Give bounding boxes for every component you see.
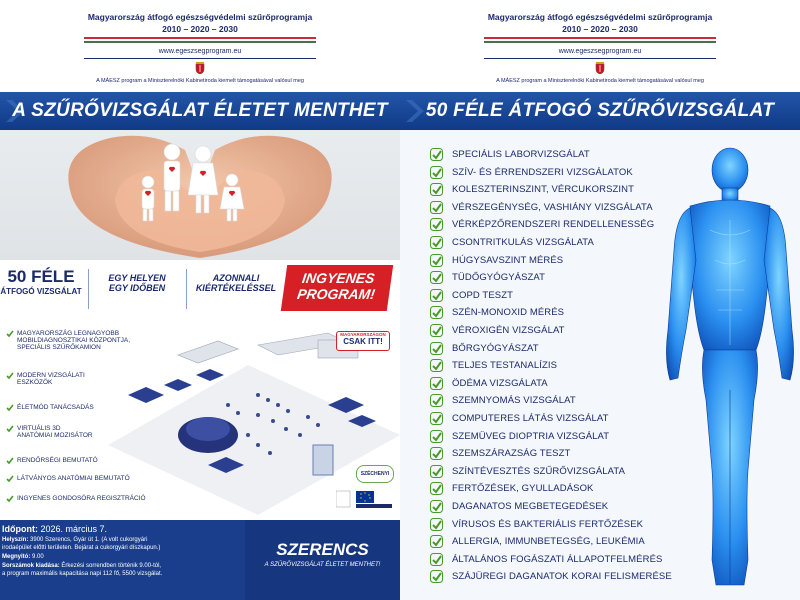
event-place-2: irodaépület előtti területen. Bejárat a cukorgyári díszkapun.) [2, 545, 161, 551]
checkmark-icon [430, 166, 443, 179]
feature-instant-eval-l2: KIÉRTÉKELÉSSEL [195, 283, 277, 293]
city-block [245, 520, 400, 600]
left-header [0, 0, 400, 92]
checkmark-icon [430, 500, 443, 513]
exam-text: SZÍV- ÉS ÉRRENDSZERI VIZSGÁLATOK [452, 166, 633, 178]
feature-item [6, 404, 94, 412]
checkmark-icon [430, 183, 443, 196]
exam-text: SZEMSZÁRAZSÁG TESZT [452, 448, 571, 460]
free-program-l2: PROGRAM! [296, 286, 377, 302]
checkmark-icon [6, 330, 14, 338]
coat-of-arms-icon [593, 61, 607, 75]
event-opening-label: Megnyitó: [2, 554, 31, 560]
feature-item [6, 372, 85, 386]
exam-text: VÍRUSOS ÉS BAKTERIÁLIS FERTŐZÉSEK [452, 518, 644, 530]
event-date-label: Időpont: [2, 524, 38, 534]
checkmark-icon [430, 518, 443, 531]
left-banner-title: A SZŰRŐVIZSGÁLAT ÉLETET MENTHET [12, 100, 388, 121]
free-program-badge [281, 265, 393, 311]
event-map [108, 325, 400, 515]
feature-text: MAGYARORSZÁG LEGNAGYOBB [17, 330, 120, 337]
feature-text: VIRTUÁLIS 3D [17, 425, 61, 432]
right-header [400, 0, 800, 92]
event-tickets-2: a program maximális kapacitása napi 112 fő, 5500 vizsgálat. [2, 571, 163, 577]
exam-text: SZÍNTÉVESZTÉS SZŰRŐVIZSGÁLATA [452, 465, 626, 477]
right-page [400, 0, 800, 600]
program-title: Magyarország átfogó egészségvédelmi szűrőprogramja [87, 12, 313, 22]
program-url: www.egeszsegprogram.eu [558, 48, 642, 55]
event-date-value: 2026. március 7. [40, 524, 108, 534]
left-banner [0, 92, 400, 130]
checkmark-icon [430, 535, 443, 548]
feature-text: ANATÓMIAI MOZISÁTOR [17, 432, 93, 439]
feature-one-place-l2: EGY IDŐBEN [108, 283, 166, 293]
free-program-l1: INGYENES [301, 270, 376, 286]
exam-text: DAGANATOS MEGBETEGEDÉSEK [452, 501, 609, 512]
right-banner [400, 92, 800, 130]
event-tickets [2, 563, 161, 569]
exam-text: ALLERGIA, IMMUNBETEGSÉG, LEUKÉMIA [452, 536, 645, 548]
feature-one-place-l1: EGY HELYEN [108, 273, 166, 283]
checkmark-icon [430, 430, 443, 443]
checkmark-icon [430, 465, 443, 478]
hands-family-illustration [0, 130, 400, 260]
checkmark-icon [430, 553, 443, 566]
eu-logos [336, 489, 396, 509]
checkmark-icon [430, 218, 443, 231]
event-place-label: Helyszín: [2, 537, 29, 543]
feature-text: LÁTVÁNYOS ANATÓMIAI BEMUTATÓ [17, 475, 130, 482]
event-place [2, 537, 147, 543]
szechenyi-logo: SZÉCHENYI [356, 465, 394, 483]
human-body-illustration [660, 140, 800, 595]
exam-text: TÜDŐGYÓGYÁSZAT [452, 272, 546, 284]
exam-text: SZEMÜVEG DIOPTRIA VIZSGÁLAT [452, 430, 610, 442]
checkmark-icon [430, 342, 443, 355]
header-divider [84, 58, 316, 59]
exam-text: HÚGYSAVSZINT MÉRÉS [452, 254, 564, 266]
feature-text: MODERN VIZSGÁLATI [17, 372, 85, 379]
only-here-l2: CSAK ITT! [343, 337, 383, 346]
exam-text: KOLESZTERINSZINT, VÉRCUKORSZINT [452, 184, 635, 196]
strip-divider [186, 269, 187, 309]
checkmark-icon [6, 495, 14, 503]
event-place-value: 3900 Szerencs, Gyár út 1. (A volt cukorgyári [30, 537, 148, 543]
feature-text: RENDŐRSÉGI BEMUTATÓ [17, 457, 98, 464]
feature-text: INGYENES GONDOSÓRA REGISZTRÁCIÓ [17, 495, 146, 502]
event-date [2, 524, 107, 534]
feature-one-place [92, 267, 182, 311]
city-name: SZERENCS [276, 540, 369, 559]
hands-family-image [0, 130, 400, 260]
feature-instant-eval [190, 267, 282, 311]
exam-text: COPD TESZT [452, 289, 513, 301]
exam-text: COMPUTERES LÁTÁS VIZSGÁLAT [452, 413, 609, 424]
exam-text: BŐRGYÓGYÁSZAT [452, 342, 539, 354]
event-tickets-label: Sorszámok kiadása: [2, 563, 60, 569]
feature-50-types [0, 267, 82, 311]
feature-instant-eval-l1: AZONNALI [212, 273, 260, 283]
checkmark-icon [430, 377, 443, 390]
exam-text: VÉRKÉPZŐRENDSZERI RENDELLENESSÉG [452, 219, 655, 231]
flag-stripe [84, 37, 316, 43]
exam-text: ÁLTALÁNOS FOGÁSZATI ÁLLAPOTFELMÉRÉS [452, 553, 663, 565]
feature-50-small: ÁTFOGÓ VIZSGÁLAT [0, 287, 82, 296]
exam-text: SZEMNYOMÁS VIZSGÁLAT [452, 395, 576, 407]
checkmark-icon [430, 271, 443, 284]
feature-text: ESZKÖZÖK [17, 379, 53, 386]
program-years: 2010 – 2020 – 2030 [162, 24, 238, 34]
event-map-illustration [108, 325, 400, 515]
feature-item [6, 457, 98, 465]
feature-strip [0, 263, 400, 315]
only-here-badge [336, 331, 390, 351]
checkmark-icon [430, 148, 443, 161]
exam-text: SZÁJÜREGI DAGANATOK KORAI FELISMERÉSE [452, 571, 672, 583]
exam-text: CSONTRITKULÁS VIZSGÁLATA [452, 237, 594, 248]
checkmark-icon [430, 482, 443, 495]
checkmark-icon [430, 447, 443, 460]
checkmark-icon [430, 412, 443, 425]
feature-50-big: 50 FÉLE [7, 267, 75, 286]
exam-text: TELJES TESTANALÍZIS [452, 360, 558, 372]
event-info [0, 520, 245, 600]
checkmark-icon [430, 254, 443, 267]
checkmark-icon [430, 201, 443, 214]
feature-text: SPECIÁLIS SZŰRŐKAMION [17, 344, 101, 351]
coat-of-arms-icon [193, 61, 207, 75]
feature-item [6, 425, 93, 439]
program-url: www.egeszsegprogram.eu [158, 48, 242, 55]
checkmark-icon [430, 394, 443, 407]
event-opening [2, 554, 44, 560]
checkmark-icon [6, 457, 14, 465]
checkmark-icon [430, 570, 443, 583]
exam-text: SZÉN-MONOXID MÉRÉS [452, 307, 565, 319]
checkmark-icon [430, 324, 443, 337]
event-tickets-value: Érkezési sorrendben történik 9.00-tól, [61, 563, 162, 569]
checkmark-icon [6, 425, 14, 433]
feature-text: MOBILDIAGNOSZTIKAI KÖZPONTJA, [17, 337, 131, 344]
exam-text: SPECIÁLIS LABORVIZSGÁLAT [452, 149, 590, 160]
exam-text: VÉRSZEGÉNYSÉG, VASHIÁNY VIZSGÁLATA [452, 201, 653, 213]
program-title: Magyarország átfogó egészségvédelmi szűrőprogramja [487, 12, 713, 22]
city-tagline: A SZŰRŐVIZSGÁLAT ÉLETET MENTHET! [264, 562, 381, 568]
feature-text: ÉLETMÓD TANÁCSADÁS [17, 404, 94, 411]
checkmark-icon [430, 236, 443, 249]
checkmark-icon [430, 359, 443, 372]
checkmark-icon [6, 372, 14, 380]
strip-divider [88, 269, 89, 309]
program-note: A MÁESZ program a Miniszterelnöki Kabinetiroda kiemelt támogatásával valósul meg [96, 78, 304, 84]
exam-text: FERTŐZÉSEK, GYULLADÁSOK [452, 483, 594, 495]
checkmark-icon [6, 475, 14, 483]
header-divider [484, 58, 716, 59]
event-opening-value: 9.00 [32, 554, 44, 560]
exam-text: ÖDÉMA VIZSGÁLATA [452, 377, 548, 389]
program-years: 2010 – 2020 – 2030 [562, 24, 638, 34]
checkmark-icon [430, 306, 443, 319]
checkmark-icon [430, 289, 443, 302]
only-here-l1: MAGYARORSZÁGON [340, 332, 386, 337]
right-banner-title: 50 FÉLE ÁTFOGÓ SZŰRŐVIZSGÁLAT [425, 100, 775, 121]
exam-text: VÉROXIGÉN VIZSGÁLAT [452, 325, 565, 336]
program-note: A MÁESZ program a Miniszterelnöki Kabinetiroda kiemelt támogatásával valósul meg [496, 78, 704, 84]
flag-stripe [484, 37, 716, 43]
checkmark-icon [6, 404, 14, 412]
